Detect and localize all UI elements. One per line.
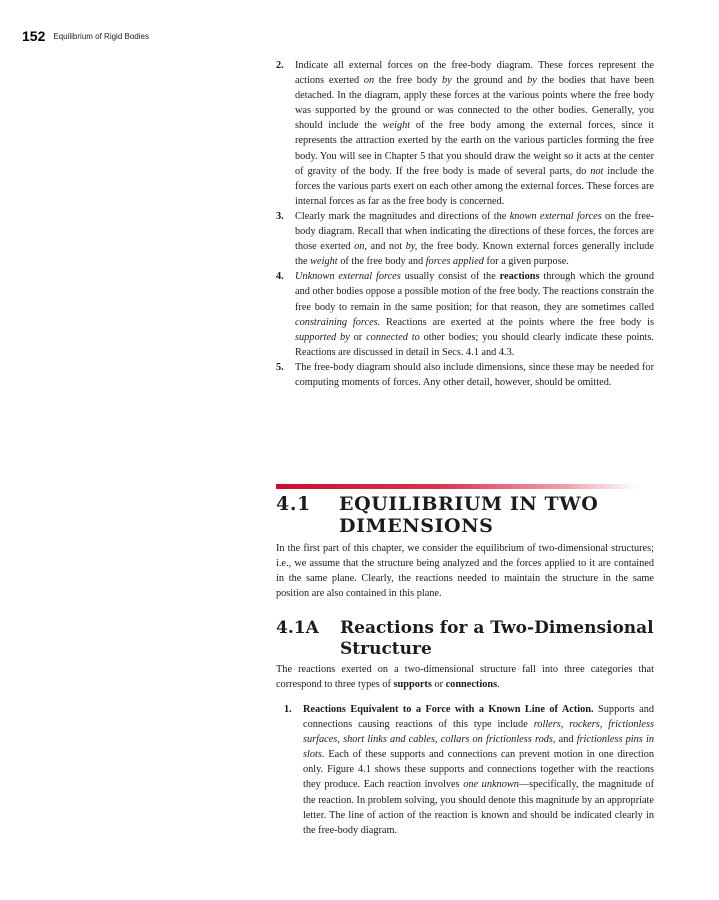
section-heading-4-1 [276,493,676,537]
reaction-type-1: 1. Reactions Equivalent to a Force with a Known Line of Action. Supports and connections causing reactions of this type include rollers, rockers, frictionless surfaces, short links and cables, collars on frictionless rods, and frictionless pins in slots. Each of these supports and connections can prevent motion in one direction only. Figure 4.1 shows these supports and connections together with the reactions they produce. Each reaction involves one unknown—specifically, the magnitude of the reaction. In problem solving, you should denote this magnitude by an appropriate letter. The line of action of the reaction is known and should be indicated clearly in the free-body diagram. [284,704,655,836]
step-2: 2. Indicate all external forces on the free-body diagram. These forces represent the actions exerted on the free body by the ground and by the bodies that have been detached. In the diagram, apply these forces at the various points where the free body was supported by the ground or was connected to the other bodies. Generally, you should include the weight of the free body among the external forces, since it represents the attraction exerted by the earth on the various particles forming the free body. You will see in Chapter 5 that you should draw the weight so it acts at the center of gravity of the body. If the free body is made of several parts, do not include the forces the various parts exert on each other among the external forces. These forces are internal forces as far as the free body is concerned. [276,60,654,207]
section-title: EQUILIBRIUM IN TWO DIMENSIONS [339,493,599,537]
section-4-1a-intro: The reactions exerted on a two-dimensional structure fall into three categories that correspond to three types of supports or connections. [276,664,654,691]
running-title: Equilibrium of Rigid Bodies [53,32,149,41]
section-title: Reactions for a Two-Dimensional Structure [340,618,654,659]
page-number: 152 [22,28,46,44]
step-number: 4. [276,271,284,283]
step-number: 3. [276,210,284,222]
step-4: 4. Unknown external forces usually consist of the reactions through which the ground and other bodies oppose a possible motion of the free body. The reactions constrain the free body to remain in the same position; for that reason, they are sometimes called constraining forces. Reactions are exerted at the points where the free body is supported by or connected to other bodies; you should clearly indicate these points. Reactions are discussed in detail in Secs. 4.1 and 4.3. [276,271,654,358]
step-number: 1. [284,704,292,715]
section-number: 4.1 [276,493,311,515]
step-number: 2. [276,60,284,71]
step-3: 3. Clearly mark the magnitudes and directions of the known external forces on the free-body diagram. Recall that when indicating the directions of these forces, the forces are those exerted on, and not by, the free body. Known external forces generally include the weight of the free body and forces applied for a given purpose. [276,210,654,268]
page-header [22,28,149,46]
section-heading-4-1a [276,618,676,660]
free-body-steps [276,58,654,390]
step-number: 5. [276,361,284,373]
section-number: 4.1A [276,618,319,638]
step-5: 5. The free-body diagram should also include dimensions, since these may be needed for computing moments of forces. Any other detail, however, should be omitted. [276,361,654,388]
section-4-1-intro: In the first part of this chapter, we consider the equilibrium of two-dimensional structures; i.e., we assume that the structure being analyzed and the forces applied to it are contained in the same plane. Clearly, the reactions needed to maintain the structure in the same position are also contained in this plane. [276,543,654,600]
section-divider-rule [276,484,638,489]
reaction-types-list [284,702,654,838]
